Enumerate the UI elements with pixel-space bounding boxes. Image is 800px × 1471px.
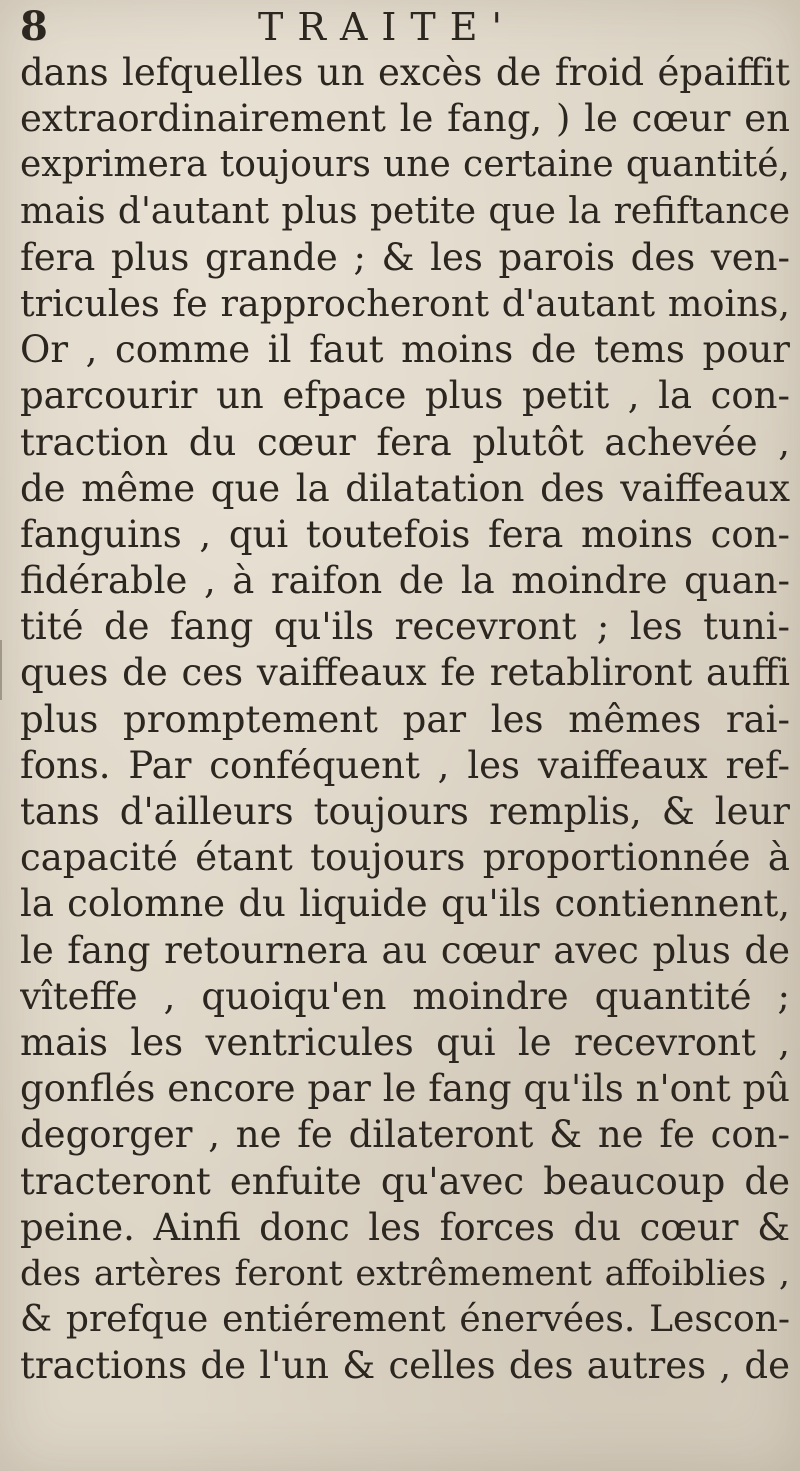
text-line: tité de fang qu'ils recevront ; les tuni- — [20, 605, 790, 649]
text-line: de même que la dilatation des vaiffeaux — [20, 466, 790, 510]
text-line: la colomne du liquide qu'ils contiennent, — [20, 882, 790, 926]
running-title: TRAITE' — [258, 5, 516, 49]
text-line: le fang retournera au cœur avec plus de — [20, 928, 790, 972]
text-line: vîteffe , quoiqu'en moindre quantité ; — [20, 974, 790, 1018]
text-line: tans d'ailleurs toujours remplis, & leur — [20, 790, 790, 833]
text-line: Or , comme il faut moins de tems pour — [20, 328, 790, 372]
margin-mark — [0, 640, 2, 700]
text-line: capacité étant toujours proportionnée à — [20, 836, 790, 880]
text-line: fanguins , qui toutefois fera moins con- — [20, 512, 790, 556]
text-line: dans lefquelles un excès de froid épaiffit — [20, 51, 790, 94]
text-line: des artères feront extrêmement affoiblies , — [20, 1253, 790, 1294]
text-line: tricules fe rapprocheront d'autant moins, — [20, 281, 790, 325]
text-line: fons. Par conféquent , les vaiffeaux ref- — [20, 743, 790, 787]
text-line: extraordinairement le fang, ) le cœur en — [20, 97, 790, 141]
text-line: parcourir un efpace plus petit , la con- — [20, 374, 790, 418]
text-line: mais d'autant plus petite que la refiftance — [20, 190, 790, 232]
text-line: gonflés encore par le fang qu'ils n'ont pû — [20, 1067, 790, 1111]
text-line: exprimera toujours une certaine quantité, — [20, 144, 790, 186]
text-line: traction du cœur fera plutôt achevée , — [20, 420, 790, 464]
text-line: & prefque entiérement énervées. Lescon- — [20, 1299, 790, 1341]
text-line: peine. Ainfi donc les forces du cœur & — [20, 1205, 790, 1249]
text-line: degorger , ne fe dilateront & ne fe con- — [20, 1113, 790, 1157]
text-line: mais les ventricules qui le recevront , — [20, 1020, 790, 1064]
page-number: 8 — [20, 3, 48, 50]
text-line: tracteront enfuite qu'avec beaucoup de — [20, 1159, 790, 1203]
running-head — [20, 4, 790, 50]
text-line: fidérable , à raifon de la moindre quan- — [20, 559, 790, 603]
text-line: fera plus grande ; & les parois des ven- — [20, 235, 790, 279]
body-text — [20, 50, 790, 1389]
text-line: plus promptement par les mêmes rai- — [20, 697, 790, 741]
text-line: tractions de l'un & celles des autres , de — [20, 1344, 790, 1388]
text-line: ques de ces vaiffeaux fe retabliront auffi — [20, 651, 790, 695]
